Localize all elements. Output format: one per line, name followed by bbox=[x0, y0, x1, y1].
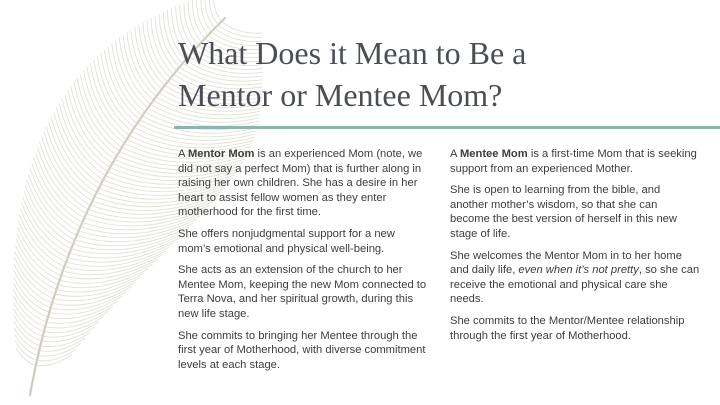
mentee-welcome bbox=[450, 249, 700, 307]
feather-barb bbox=[139, 25, 165, 85]
mentee-welcome-italic: even when it’s not pretty bbox=[518, 264, 639, 277]
mentee-commitment: She commits to the Mentor/Mentee relationship through the first year of Motherhood. bbox=[450, 314, 685, 342]
mentee-definition bbox=[450, 147, 700, 176]
mentor-support: She offers nonjudgmental support for a new mom’s emotional and physical well-being. bbox=[178, 227, 395, 255]
mentor-definition bbox=[178, 147, 430, 220]
mentor-term: Mentor Mom bbox=[187, 148, 255, 160]
feather-barb bbox=[16, 348, 36, 365]
feather-barb bbox=[101, 53, 137, 123]
title-divider bbox=[174, 126, 720, 129]
feather-barb bbox=[151, 18, 174, 74]
mentee-column bbox=[450, 147, 700, 350]
feather-barb bbox=[134, 127, 254, 144]
mentor-prefix: A bbox=[178, 148, 188, 160]
feather-barb bbox=[20, 215, 65, 267]
title-line-1: What Does it Mean to Be a bbox=[178, 35, 527, 71]
slide-title bbox=[178, 32, 698, 116]
mentor-commitment: She commits to bringing her Mentee through the first year of Motherhood, with diverse commitment levels at each stage. bbox=[178, 329, 426, 371]
mentor-definition-text: is an experienced Mom (note, we did not say a perfect Mom) that is further along in raising her own children. She has a desire in her heart to assist fellow women as they enter motherhood for the first time. bbox=[178, 148, 423, 219]
feather-barb bbox=[15, 252, 55, 294]
mentee-learning: She is open to learning from the bible, and another mother’s wisdom, so that she can become the best version of herself in this new stage of life. bbox=[450, 184, 677, 240]
mentee-prefix: A bbox=[450, 148, 460, 160]
mentee-term: Mentee Mom bbox=[459, 148, 528, 160]
mentee-welcome-start: She welcomes the Mentor Mom in to her home and daily life, bbox=[450, 249, 682, 277]
title-line-2: Mentor or Mentee Mom? bbox=[178, 77, 503, 113]
mentor-church: She acts as an extension of the church to her Mentee Mom, keeping the new Mom connected to Terra Nova, and her spiritual growth, during this new life stage. bbox=[178, 264, 427, 320]
mentor-column bbox=[178, 147, 430, 379]
feather-barb bbox=[143, 23, 168, 82]
feather-barb bbox=[213, 0, 221, 21]
feather-barb bbox=[16, 342, 37, 361]
mentee-welcome-end: , so she can receive the emotional and physical care she needs. bbox=[450, 264, 700, 306]
feather-barb bbox=[16, 239, 58, 284]
mentee-definition-text: is a first-time Mom that is seeking support from an experienced Mother. bbox=[450, 148, 697, 175]
